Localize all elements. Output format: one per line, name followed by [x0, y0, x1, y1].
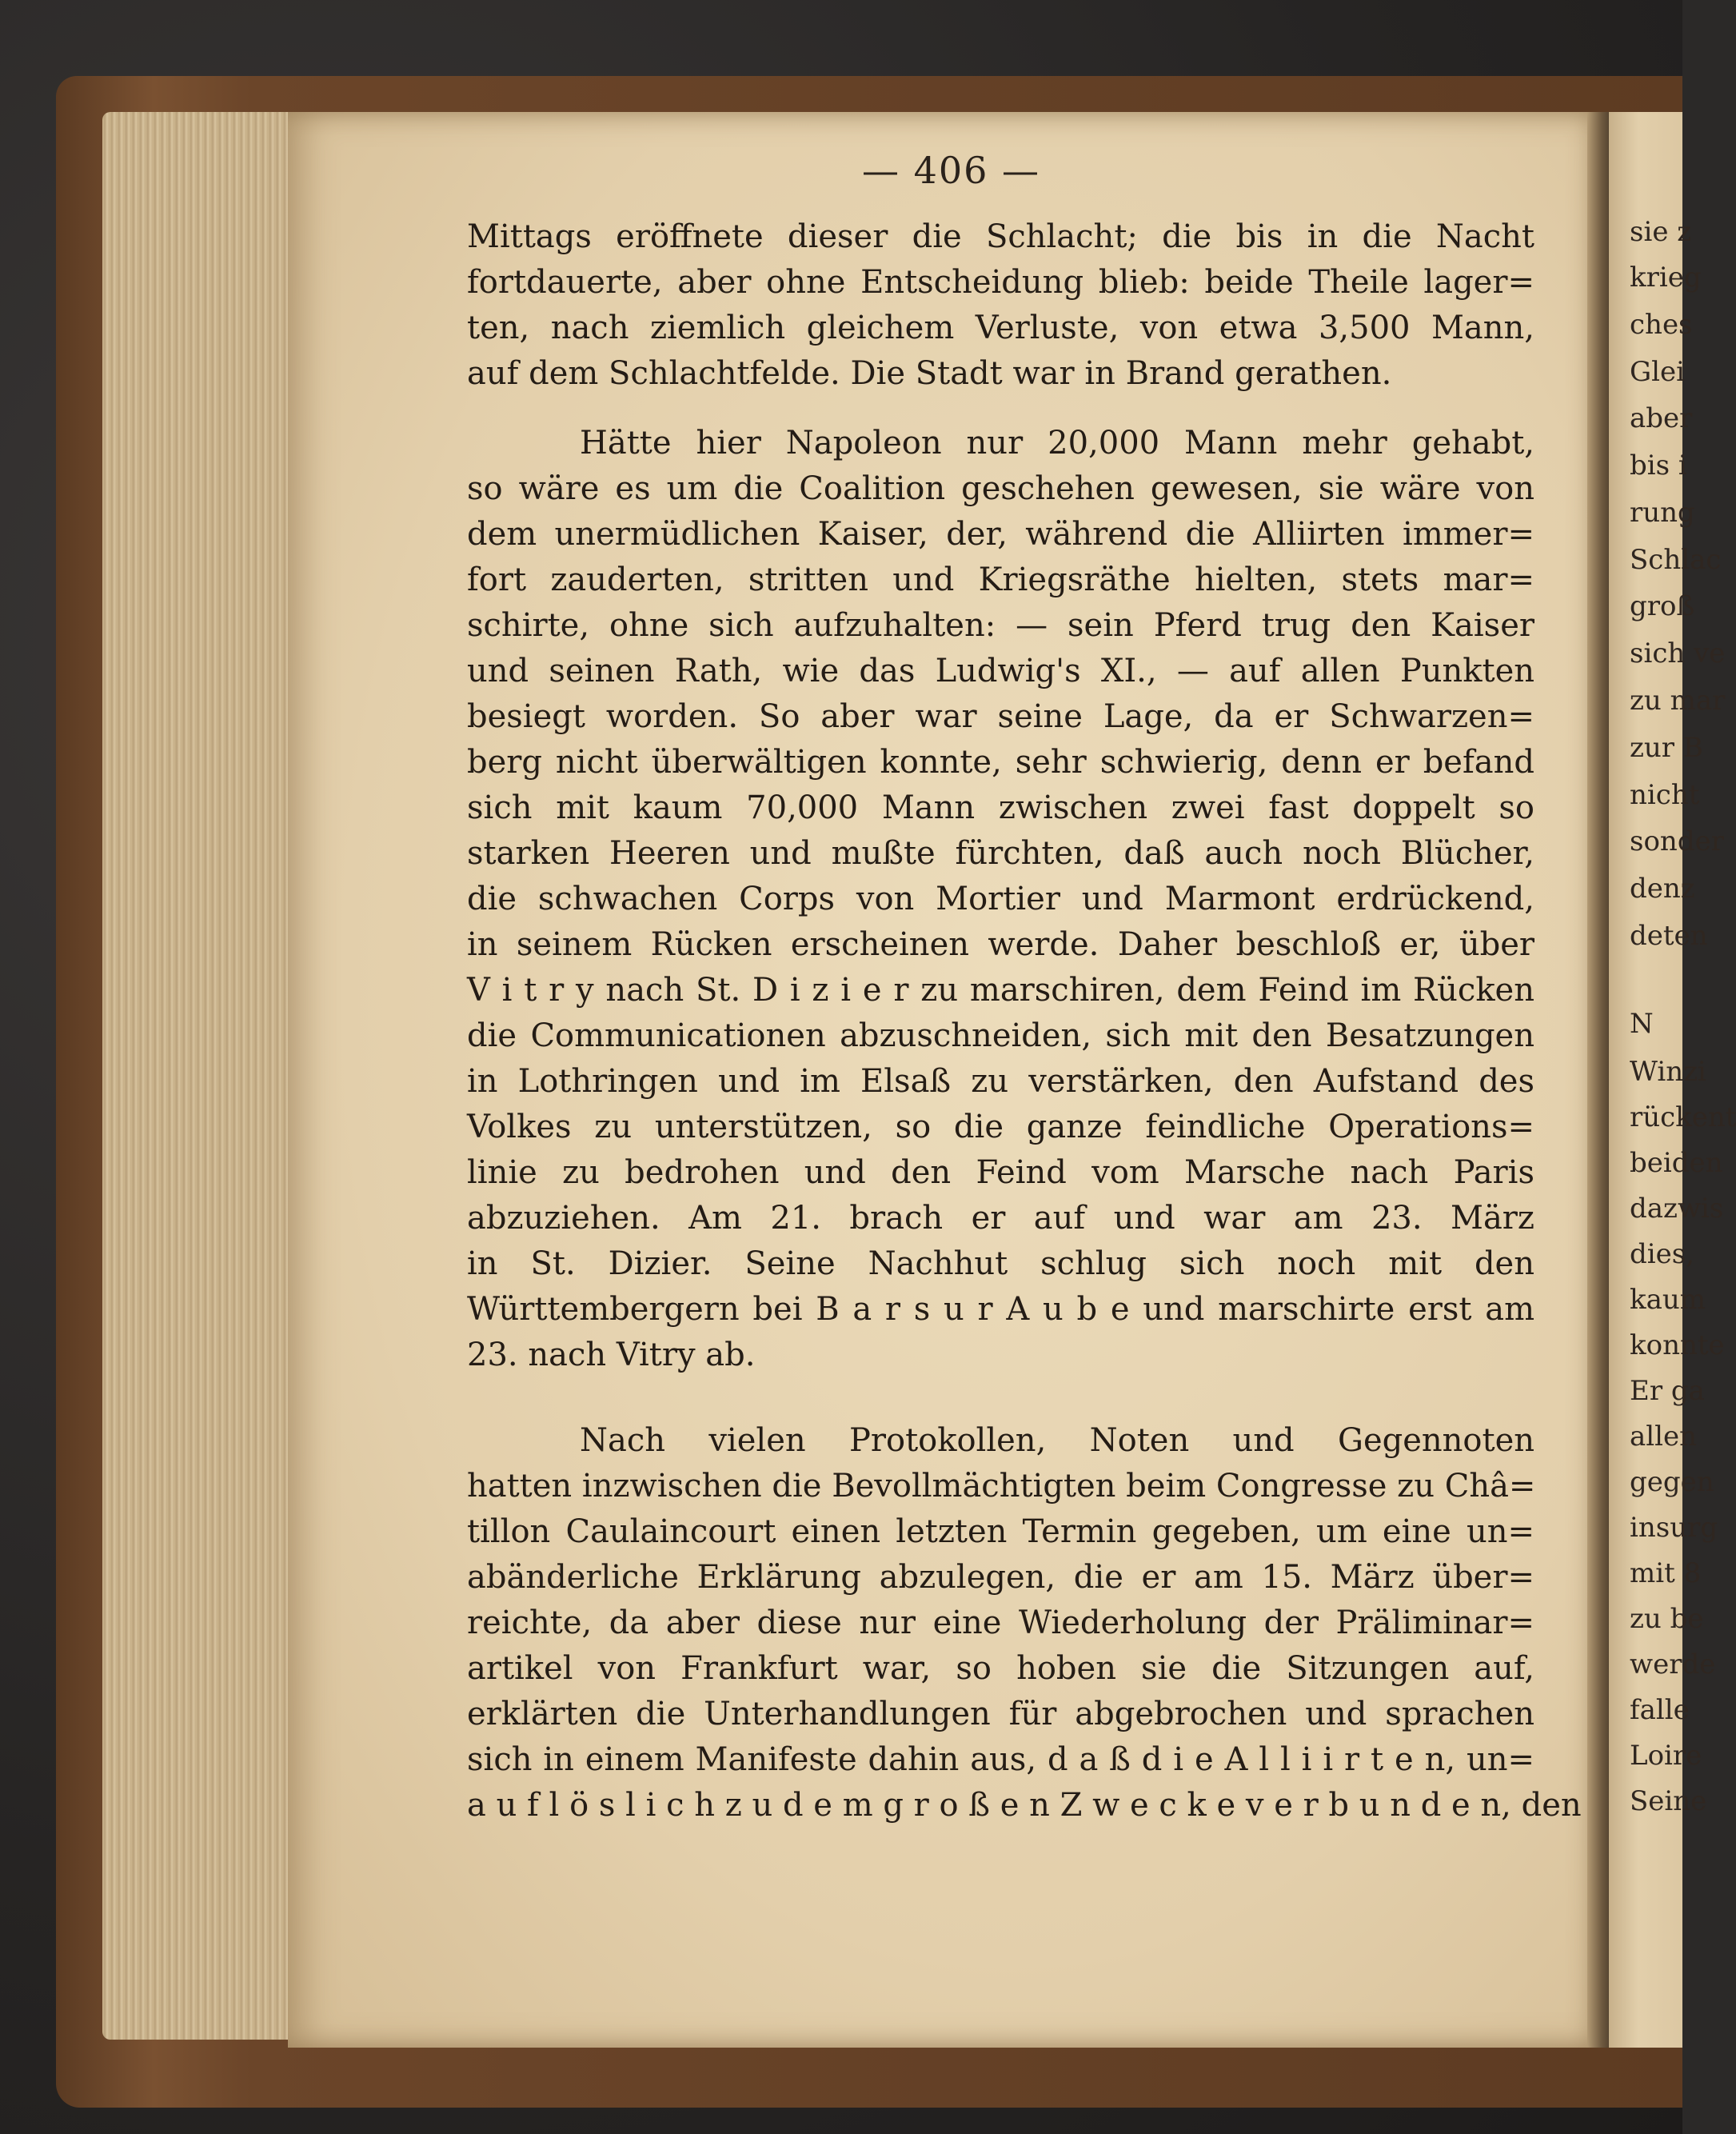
text-line: Mittags eröffnete dieser die Schlacht; die bis in die Nacht [467, 218, 1534, 255]
text-line: Volkes zu unterstützen, so die ganze feindliche Operations= [467, 1109, 1534, 1145]
text-line: schirte, ohne sich aufzuhalten: — sein Pferd trug den Kaiser [467, 607, 1534, 644]
text-line: in seinem Rücken erscheinen werde. Daher beschloß er, über [467, 926, 1534, 963]
facing-line: Glei [1630, 356, 1686, 388]
text-line: fort zauderten, stritten und Kriegsräthe hielten, stets mar= [467, 561, 1534, 598]
facing-line: sich ve [1630, 637, 1726, 669]
text-line: starken Heeren und mußte fürchten, daß auch noch Blücher, [467, 835, 1534, 872]
facing-line: falle [1630, 1694, 1690, 1726]
text-line: besiegt worden. So aber war seine Lage, da er Schwarzen= [467, 698, 1534, 735]
facing-line: rung [1630, 497, 1695, 529]
facing-line: werde [1630, 1648, 1716, 1680]
text-line: auf dem Schlachtfelde. Die Stadt war in Brand gerathen. [467, 355, 1392, 392]
facing-line: ches [1630, 309, 1693, 341]
facing-line: kaum [1630, 1284, 1706, 1316]
text-line: so wäre es um die Coalition geschehen gewesen, sie wäre von [467, 470, 1534, 507]
facing-line: rückent [1630, 1101, 1736, 1133]
facing-line: groß [1630, 590, 1695, 622]
facing-line: beiden [1630, 1147, 1723, 1179]
book-gutter [1587, 112, 1611, 2048]
text-line: sich in einem Manifeste dahin aus, d a ß d i e A l l i i r t e n, un= [467, 1741, 1534, 1778]
text-line: Württembergern bei B a r s u r A u b e und marschirte erst am [467, 1291, 1534, 1328]
text-line: reichte, da aber diese nur eine Wiederholung der Präliminar= [467, 1604, 1534, 1641]
facing-line: Seine [1630, 1785, 1707, 1817]
facing-line: sie z [1630, 216, 1692, 248]
facing-line: N [1630, 1008, 1654, 1040]
text-line: V i t r y nach St. D i z i e r zu marschiren, dem Feind im Rücken [467, 972, 1534, 1009]
page-edges [102, 112, 318, 2040]
facing-line: denz [1630, 873, 1695, 905]
text-line: Hätte hier Napoleon nur 20,000 Mann mehr gehabt, [580, 425, 1534, 462]
facing-line: krieg [1630, 262, 1702, 294]
text-line: in Lothringen und im Elsaß zu verstärken, den Aufstand des [467, 1063, 1534, 1100]
text-line: abzuziehen. Am 21. brach er auf und war am 23. März [467, 1200, 1534, 1237]
facing-line: aber [1630, 402, 1693, 434]
text-line: linie zu bedrohen und den Feind vom Marsche nach Paris [467, 1154, 1534, 1191]
facing-line: zu mar [1630, 685, 1726, 717]
facing-line: konnte [1630, 1329, 1725, 1361]
text-line: berg nicht überwältigen konnte, sehr schwierig, denn er befand [467, 744, 1534, 781]
text-line: erklärten die Unterhandlungen für abgebrochen und sprachen [467, 1696, 1534, 1732]
facing-line: Schlac [1630, 544, 1722, 576]
facing-line: dazwis [1630, 1193, 1724, 1225]
text-line: fortdauerte, aber ohne Entscheidung blieb: beide Theile lager= [467, 264, 1534, 301]
facing-line: Er ga [1630, 1375, 1705, 1407]
text-line: in St. Dizier. Seine Nachhut schlug sich noch mit den [467, 1245, 1534, 1282]
text-line: sich mit kaum 70,000 Mann zwischen zwei fast doppelt so [467, 789, 1534, 826]
facing-line: dies, [1630, 1238, 1695, 1270]
text-line: die Communicationen abzuschneiden, sich mit den Besatzungen [467, 1017, 1534, 1054]
text-line: a u f l ö s l i c h z u d e m g r o ß e n Z w e c k e v e r b u n d e n, den [467, 1787, 1582, 1824]
text-line: artikel von Frankfurt war, so hoben sie die Sitzungen auf, [467, 1650, 1534, 1687]
text-line: und seinen Rath, wie das Ludwig's XI., — auf allen Punkten [467, 653, 1534, 689]
facing-page-fragment [1609, 112, 1736, 2048]
facing-line: zur B [1630, 732, 1703, 764]
facing-line: deten [1630, 920, 1708, 952]
facing-line: insurg [1630, 1512, 1718, 1544]
page-number: — 406 — [862, 149, 1041, 192]
facing-line: gegen [1630, 1466, 1714, 1498]
facing-line: bis i [1630, 450, 1687, 482]
text-line: die schwachen Corps von Mortier und Marmont erdrückend, [467, 881, 1534, 917]
text-line: 23. nach Vitry ab. [467, 1337, 756, 1373]
facing-line: mit 8 [1630, 1557, 1702, 1589]
facing-line: zu be [1630, 1603, 1704, 1635]
text-line: dem unermüdlichen Kaiser, der, während die Alliirten immer= [467, 516, 1534, 553]
facing-line: nicht [1630, 779, 1700, 811]
facing-line: allen [1630, 1421, 1698, 1453]
facing-line: sonder [1630, 825, 1724, 857]
text-line: tillon Caulaincourt einen letzten Termin gegeben, um eine un= [467, 1513, 1534, 1550]
text-line: Nach vielen Protokollen, Noten und Gegennoten [580, 1422, 1534, 1459]
text-line: ten, nach ziemlich gleichem Verluste, von etwa 3,500 Mann, [467, 310, 1534, 346]
facing-line: Loire [1630, 1740, 1702, 1772]
facing-line: Winzi [1630, 1056, 1706, 1088]
text-line: hatten inzwischen die Bevollmächtigten beim Congresse zu Châ= [467, 1468, 1536, 1505]
text-line: abänderliche Erklärung abzulegen, die er am 15. März über= [467, 1559, 1534, 1596]
